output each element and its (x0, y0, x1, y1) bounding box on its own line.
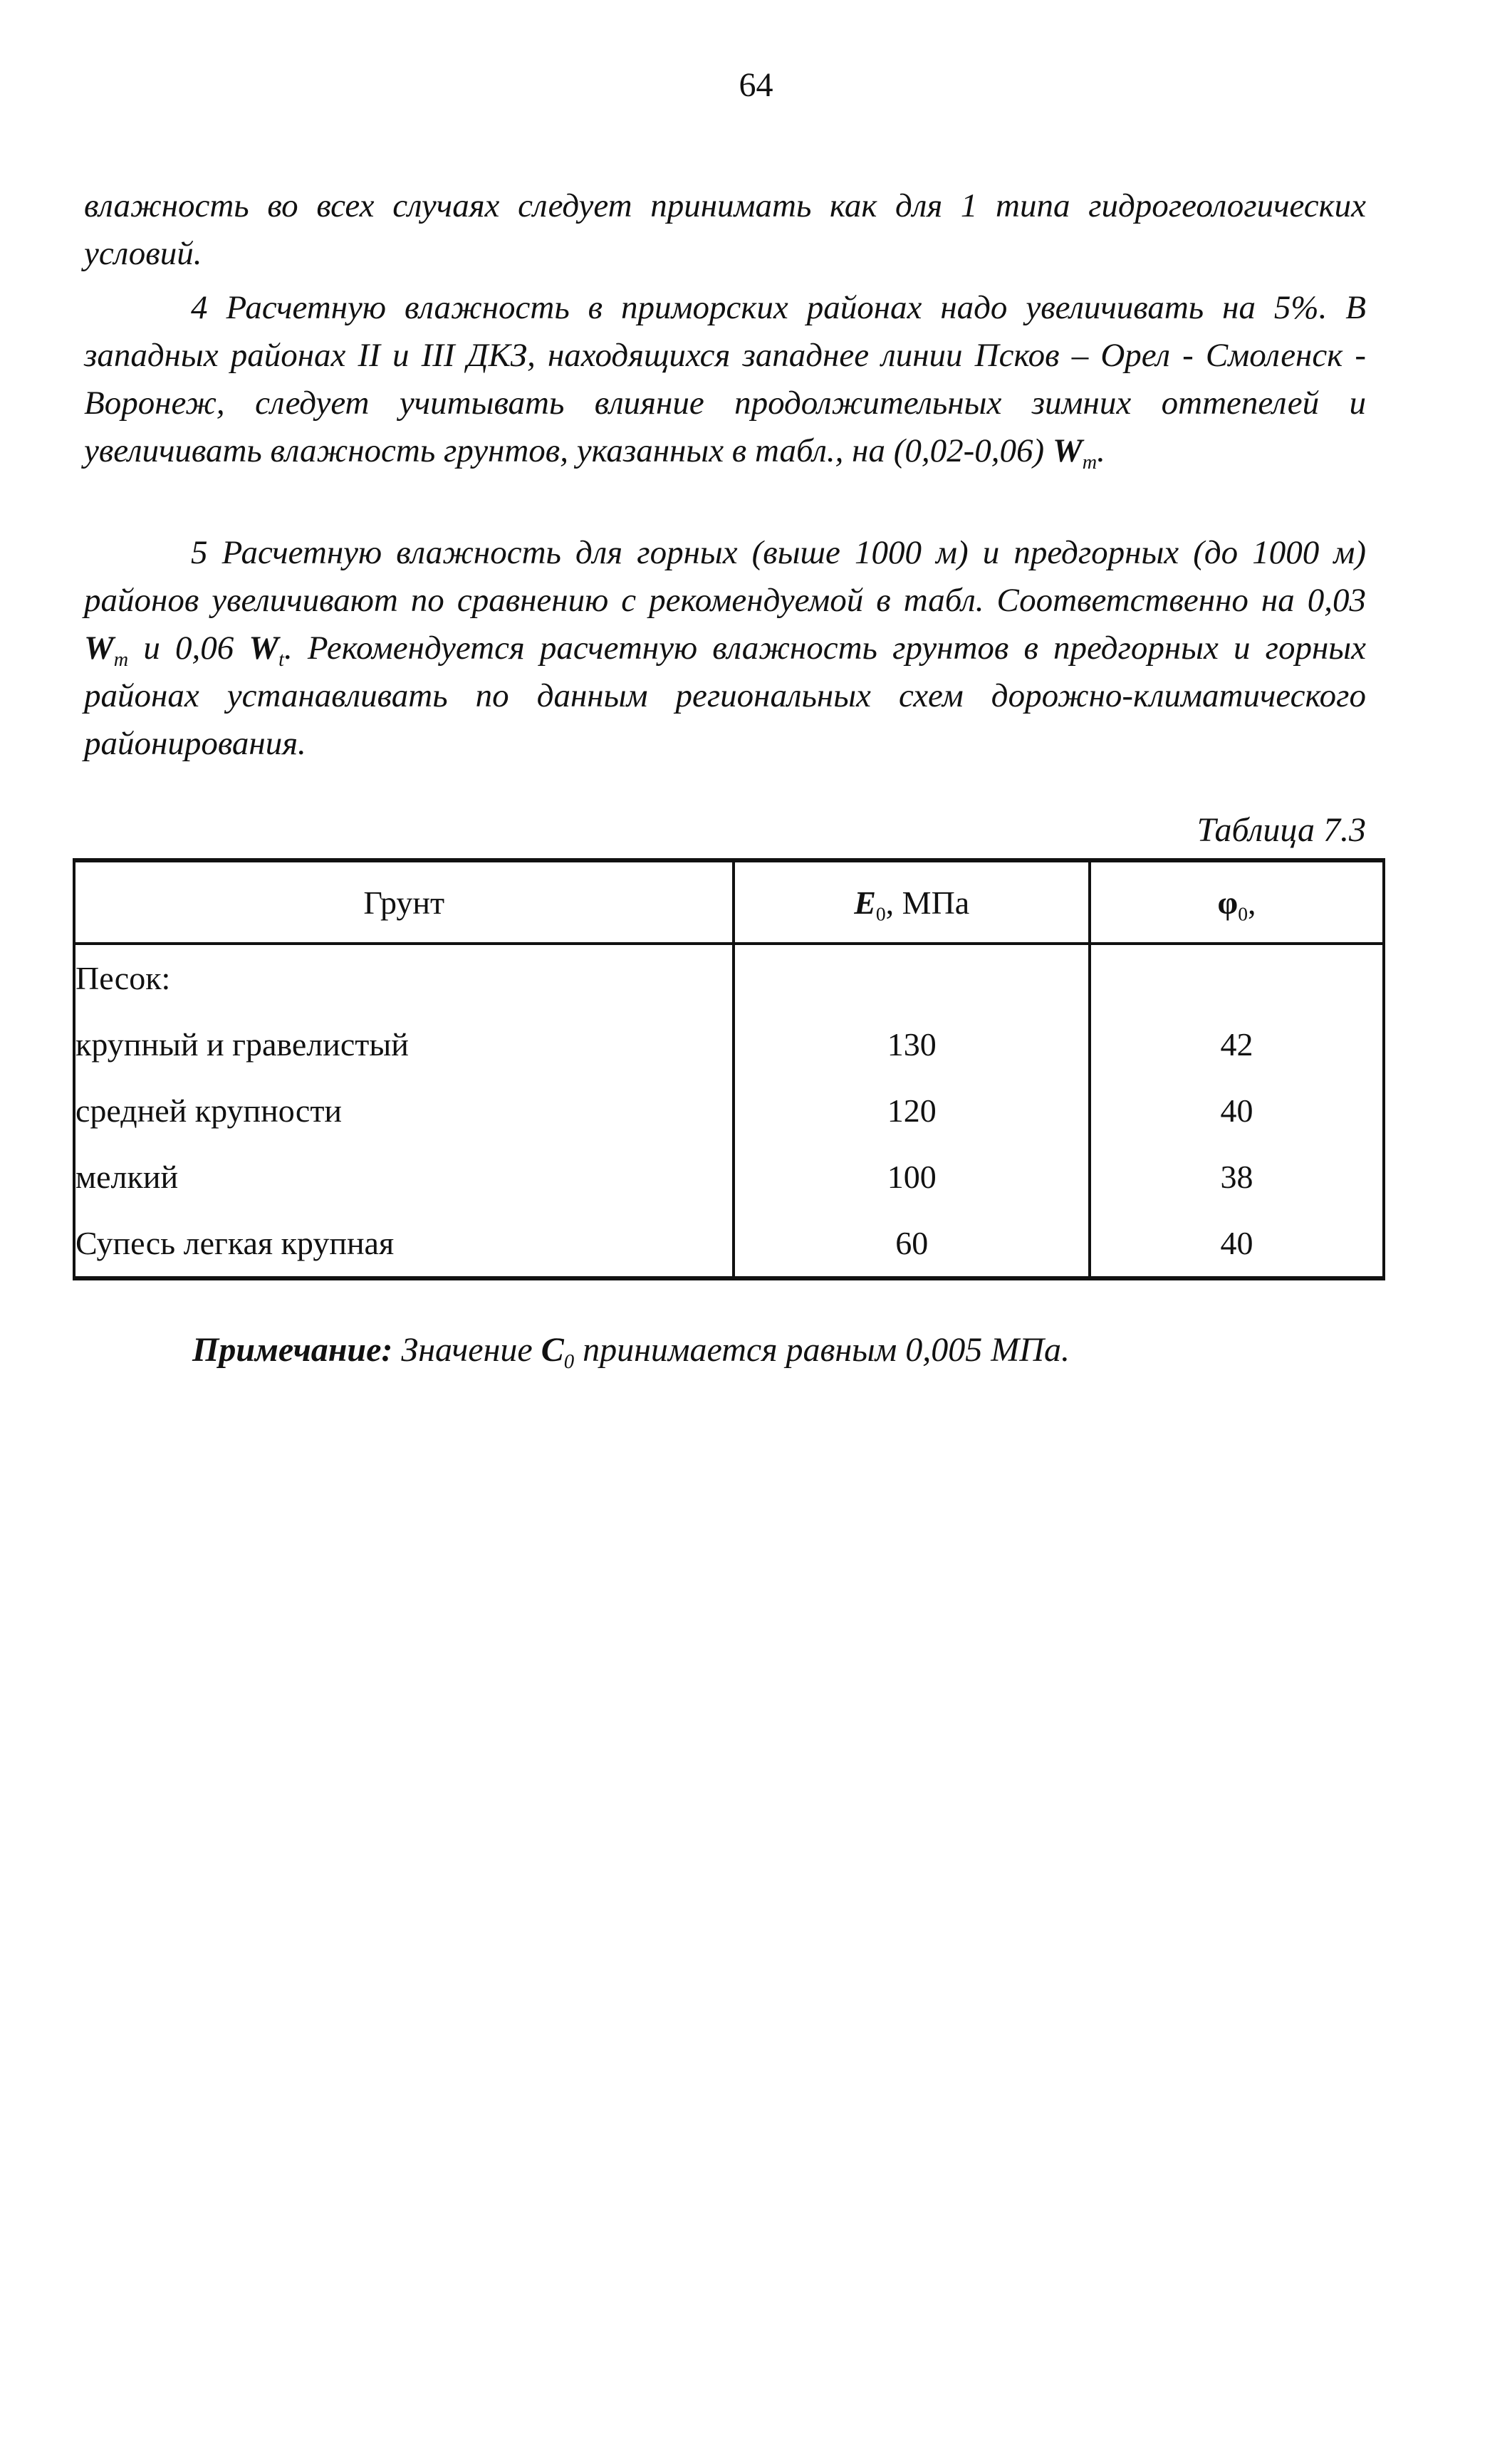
modulus-subscript: 0 (875, 902, 886, 925)
phi-suffix: , (1247, 884, 1256, 921)
note-label: Примечание: (192, 1331, 393, 1369)
note-text-end: принимается равным 0,005 МПа. (583, 1331, 1070, 1369)
table-row (74, 1077, 1384, 1144)
moisture-symbol-1: W (84, 630, 114, 667)
paragraph-5-text-b: и 0,06 (143, 630, 234, 667)
phi-symbol: φ (1217, 884, 1239, 921)
paragraph-4-end: . (1097, 432, 1105, 469)
cell-modulus: 60 (734, 1210, 1090, 1278)
moisture-symbol-subscript: т (1082, 451, 1097, 474)
cell-soil: Песок: (74, 944, 734, 1011)
paragraph-1: влажность во всех случаях следует принимать как для 1 типа гидрогеологических условий. (84, 187, 1366, 272)
header-friction-angle (1090, 860, 1384, 944)
cell-friction-angle: 42 (1090, 1011, 1384, 1077)
table-header-row (74, 860, 1384, 944)
paragraph-4-text: 4 Расчетную влажность в приморских районах надо увеличивать на 5%. В западных районах II и III ДКЗ, находящихся западнее линии Псков – Орел - Смоленск - Воронеж, следует учитывать влияние продолжительных зимних оттепелей и увеличивать влажность грунтов, указанных в табл., на (0,02-0,06) (84, 289, 1366, 469)
table-row (74, 944, 1384, 1011)
phi-subscript: 0 (1238, 902, 1248, 925)
header-soil: Грунт (74, 860, 734, 944)
cell-friction-angle: 38 (1090, 1144, 1384, 1210)
table-note (192, 1330, 1070, 1374)
table-row (74, 1144, 1384, 1210)
page-number: 64 (739, 66, 773, 104)
paragraph-item-5 (84, 529, 1366, 768)
soil-properties-table (73, 858, 1385, 1280)
cell-friction-angle (1090, 944, 1384, 1011)
cell-soil: средней крупности (74, 1077, 734, 1144)
table-row (74, 1011, 1384, 1077)
moisture-symbol-1-subscript: т (113, 648, 129, 671)
moisture-symbol-2: W (249, 630, 279, 667)
cell-friction-angle: 40 (1090, 1077, 1384, 1144)
cohesion-subscript: 0 (563, 1350, 575, 1374)
cell-soil: мелкий (74, 1144, 734, 1210)
table-row (74, 1210, 1384, 1278)
moisture-symbol: W (1052, 432, 1083, 469)
paragraph-5-text-c: . Рекомендуется расчетную влажность грунтов в предгорных и горных районах устанавливать по данным региональных схем дорожно-климатического районирования. (84, 630, 1367, 762)
paragraph-5-text-a: 5 Расчетную влажность для горных (выше 1000 м) и предгорных (до 1000 м) районов увеличивают по сравнению с рекомендуемой в табл. Соответственно на 0,03 (84, 534, 1366, 619)
cell-modulus: 100 (734, 1144, 1090, 1210)
modulus-unit: , МПа (885, 884, 970, 921)
header-modulus (734, 860, 1090, 944)
table-caption: Таблица 7.3 (1196, 811, 1366, 849)
cell-modulus (734, 944, 1090, 1011)
paragraph-continuation (84, 182, 1366, 278)
cell-modulus: 120 (734, 1077, 1090, 1144)
moisture-symbol-2-subscript: t (278, 648, 285, 671)
modulus-symbol: E (854, 884, 876, 921)
cell-modulus: 130 (734, 1011, 1090, 1077)
cohesion-symbol: C (541, 1331, 564, 1369)
paragraph-item-4 (84, 284, 1366, 475)
cell-soil: Супесь легкая крупная (74, 1210, 734, 1278)
note-text-start: Значение (401, 1331, 533, 1369)
cell-soil: крупный и гравелистый (74, 1011, 734, 1077)
cell-friction-angle: 40 (1090, 1210, 1384, 1278)
